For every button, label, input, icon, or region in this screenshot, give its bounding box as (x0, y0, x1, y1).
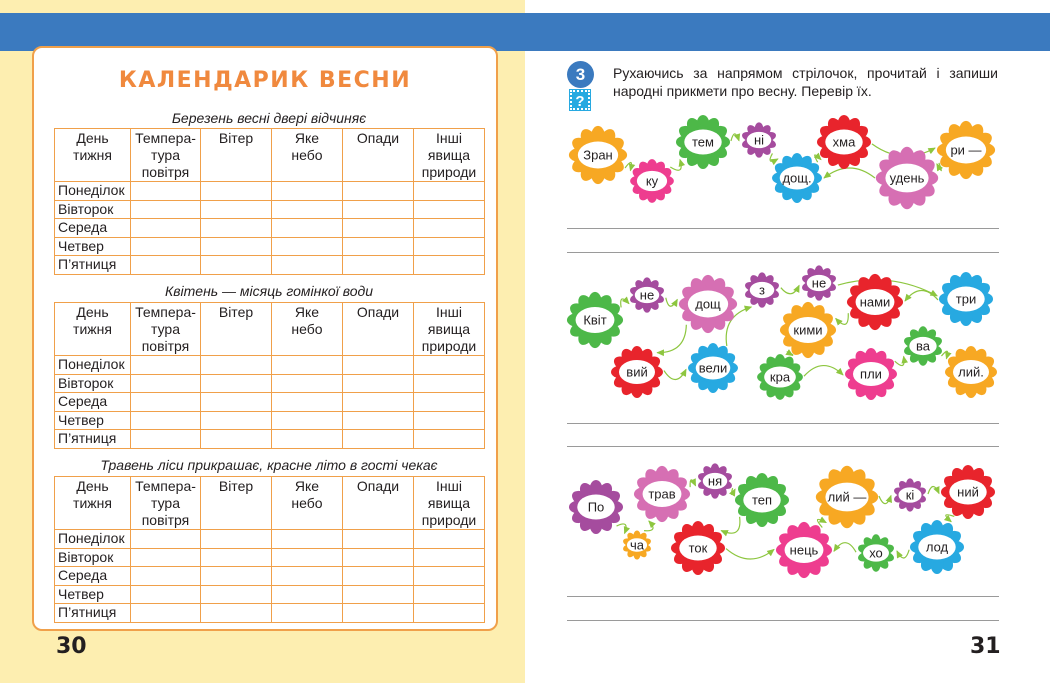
entry-cell[interactable] (201, 256, 272, 275)
entry-cell[interactable] (414, 200, 485, 219)
entry-cell[interactable] (272, 411, 343, 430)
calendar-table-march (54, 128, 485, 275)
table-row (55, 182, 485, 201)
flower-syllable-text: ток (688, 540, 708, 556)
table-row (55, 530, 485, 549)
arrow (897, 550, 909, 558)
arrow (726, 549, 774, 559)
flower-syllable-text: вий (626, 364, 648, 380)
day-label: П’ятниця (55, 430, 131, 449)
flower-syllable-text: трав (648, 486, 676, 502)
flower-puzzle-2 (567, 265, 997, 400)
column-header: Опади (343, 477, 414, 530)
entry-cell[interactable] (201, 356, 272, 375)
entry-cell[interactable] (272, 356, 343, 375)
flower-syllable-text: Квіт (583, 312, 607, 328)
entry-cell[interactable] (201, 237, 272, 256)
entry-cell[interactable] (131, 374, 201, 393)
day-label: Понеділок (55, 356, 131, 375)
column-header: Вітер (201, 129, 272, 182)
flower-syllable (876, 147, 938, 209)
flower-syllable-text: нець (789, 542, 819, 558)
entry-cell[interactable] (131, 219, 201, 238)
flower-syllable-text: По (587, 499, 605, 515)
column-header: Яке небо (272, 303, 343, 356)
entry-cell[interactable] (414, 530, 485, 549)
entry-cell[interactable] (201, 604, 272, 623)
entry-cell[interactable] (201, 430, 272, 449)
column-header: День тижня (55, 303, 131, 356)
flower-syllable-text: кра (769, 369, 791, 385)
entry-cell[interactable] (343, 356, 414, 375)
entry-cell[interactable] (343, 256, 414, 275)
flower-syllable (847, 274, 903, 330)
flower-syllable (629, 277, 665, 312)
entry-cell[interactable] (272, 182, 343, 201)
entry-cell[interactable] (201, 548, 272, 567)
section-title-may: Травень ліси прикрашає, красне літо в гості чекає (100, 457, 438, 473)
flower-syllable-text: кими (793, 322, 823, 338)
table-row (55, 585, 485, 604)
entry-cell[interactable] (414, 548, 485, 567)
flower-syllable-text: хо (869, 545, 883, 561)
flower-syllable-text: з (759, 282, 765, 298)
flower-syllable-text: ри — (950, 142, 982, 158)
writing-line[interactable] (567, 423, 999, 424)
entry-cell[interactable] (201, 182, 272, 201)
flower-syllable-text: ний (957, 484, 979, 500)
arrow (731, 488, 735, 494)
writing-line[interactable] (567, 228, 999, 229)
entry-cell[interactable] (131, 411, 201, 430)
arrow (879, 496, 891, 504)
entry-cell[interactable] (131, 567, 201, 586)
arrow (804, 366, 843, 377)
arrow (836, 313, 849, 324)
arrow (895, 356, 904, 365)
entry-cell[interactable] (414, 219, 485, 238)
entry-cell[interactable] (343, 567, 414, 586)
flower-syllable (697, 463, 733, 498)
task-instructions: Рухаючись за напрямом стрілочок, прочитай і запиши народні прикмети про весну. Перевір їх. (613, 65, 998, 99)
entry-cell[interactable] (343, 411, 414, 430)
flower-syllable-text: лий — (827, 489, 867, 505)
table-row (55, 200, 485, 219)
calendar-table-may (54, 476, 485, 623)
arrow (621, 299, 629, 308)
table-row (55, 430, 485, 449)
flower-syllable-text: ва (916, 338, 930, 354)
flower-syllable (688, 343, 738, 393)
entry-cell[interactable] (131, 548, 201, 567)
writing-line[interactable] (567, 446, 999, 447)
entry-cell[interactable] (343, 237, 414, 256)
arrow (657, 325, 686, 353)
flower-syllable (903, 326, 944, 366)
entry-cell[interactable] (131, 356, 201, 375)
arrow (644, 521, 653, 531)
entry-cell[interactable] (272, 585, 343, 604)
column-header: Вітер (201, 477, 272, 530)
calendar-card (32, 46, 498, 631)
flower-syllable (744, 272, 780, 307)
page-number: 30 (56, 634, 87, 659)
flower-syllable-text: теп (751, 492, 773, 508)
entry-cell[interactable] (343, 530, 414, 549)
entry-cell[interactable] (343, 182, 414, 201)
calendar-title: КАЛЕНДАРИК ВЕСНИ (118, 68, 412, 93)
arrow (666, 298, 678, 306)
table-row (55, 567, 485, 586)
entry-cell[interactable] (131, 237, 201, 256)
flower-syllable-text: ку (645, 173, 659, 189)
entry-cell[interactable] (131, 393, 201, 412)
entry-cell[interactable] (201, 567, 272, 586)
entry-cell[interactable] (414, 585, 485, 604)
flower-syllable (671, 521, 725, 575)
column-header: Яке небо (272, 129, 343, 182)
entry-cell[interactable] (272, 604, 343, 623)
flower-syllable-text: кі (905, 487, 915, 503)
arrow (690, 480, 695, 487)
table-header-row (55, 129, 485, 182)
entry-cell[interactable] (272, 219, 343, 238)
flower-syllable (801, 265, 837, 300)
entry-cell[interactable] (414, 256, 485, 275)
column-header: Інші явища природи (414, 477, 485, 530)
section-title-march: Березень весні двері відчиняє (171, 110, 367, 126)
column-header: Темпера- тура повітря (131, 477, 201, 530)
flower-syllable (611, 346, 663, 398)
flower-syllable-text: ча (629, 537, 645, 553)
entry-cell[interactable] (272, 393, 343, 412)
column-header: Темпера- тура повітря (131, 303, 201, 356)
entry-cell[interactable] (272, 548, 343, 567)
day-label: Понеділок (55, 182, 131, 201)
entry-cell[interactable] (343, 374, 414, 393)
entry-cell[interactable] (343, 393, 414, 412)
entry-cell[interactable] (414, 411, 485, 430)
arrow (731, 134, 739, 141)
entry-cell[interactable] (272, 567, 343, 586)
entry-cell[interactable] (201, 393, 272, 412)
writing-line[interactable] (567, 252, 999, 253)
column-header: День тижня (55, 477, 131, 530)
arrow (928, 487, 939, 495)
flower-syllable (630, 159, 674, 203)
column-header: Інші явища природи (414, 129, 485, 182)
entry-cell[interactable] (343, 604, 414, 623)
entry-cell[interactable] (414, 604, 485, 623)
day-label: Вівторок (55, 200, 131, 219)
flower-puzzle-3 (569, 463, 995, 578)
flower-puzzles (525, 0, 1050, 683)
day-label: Четвер (55, 585, 131, 604)
flower-syllable (567, 292, 623, 348)
entry-cell[interactable] (343, 219, 414, 238)
table-row (55, 548, 485, 567)
flower-syllable-text: хма (832, 134, 856, 150)
entry-cell[interactable] (414, 237, 485, 256)
entry-cell[interactable] (201, 200, 272, 219)
flower-syllable (816, 466, 878, 528)
task-number-badge: 3 (567, 61, 594, 88)
table-header-row (55, 477, 485, 530)
flower-syllable (941, 465, 995, 519)
table-header-row (55, 303, 485, 356)
flower-syllable (910, 520, 964, 574)
flower-syllable (893, 478, 927, 511)
flower-syllable-text: не (639, 287, 655, 303)
flower-syllable-text: пли (860, 366, 882, 382)
flower-syllable (845, 348, 897, 400)
entry-cell[interactable] (272, 256, 343, 275)
writing-line[interactable] (567, 620, 999, 621)
entry-cell[interactable] (272, 530, 343, 549)
arrow (770, 153, 778, 161)
column-header: Опади (343, 129, 414, 182)
day-label: Понеділок (55, 530, 131, 549)
entry-cell[interactable] (272, 430, 343, 449)
right-page (525, 0, 1050, 683)
entry-cell[interactable] (272, 237, 343, 256)
entry-cell[interactable] (343, 548, 414, 567)
flower-syllable (780, 302, 836, 358)
flower-syllable (772, 153, 822, 203)
flower-syllable (741, 122, 777, 157)
flower-syllable (776, 522, 832, 578)
entry-cell[interactable] (201, 530, 272, 549)
entry-cell[interactable] (201, 374, 272, 393)
day-label: Середа (55, 567, 131, 586)
table-row (55, 356, 485, 375)
arrow (670, 160, 681, 171)
arrow (905, 290, 938, 301)
entry-cell[interactable] (201, 585, 272, 604)
column-header: Опади (343, 303, 414, 356)
entry-cell[interactable] (201, 219, 272, 238)
table-row (55, 256, 485, 275)
arrow (664, 369, 686, 379)
entry-cell[interactable] (131, 604, 201, 623)
day-label: Середа (55, 219, 131, 238)
flower-syllable (676, 115, 730, 169)
entry-cell[interactable] (131, 182, 201, 201)
flower-syllable (857, 534, 895, 571)
writing-line[interactable] (567, 596, 999, 597)
table-row (55, 374, 485, 393)
day-label: Четвер (55, 411, 131, 430)
entry-cell[interactable] (343, 200, 414, 219)
arrow (824, 168, 875, 178)
flower-syllable-text: удень (889, 170, 925, 186)
entry-cell[interactable] (414, 567, 485, 586)
column-header: День тижня (55, 129, 131, 182)
entry-cell[interactable] (414, 356, 485, 375)
flower-syllable-text: три (955, 291, 977, 307)
entry-cell[interactable] (272, 200, 343, 219)
column-header: Темпера- тура повітря (131, 129, 201, 182)
entry-cell[interactable] (131, 256, 201, 275)
flower-puzzle-1 (569, 115, 995, 209)
flower-syllable-text: тем (692, 134, 714, 150)
arrow (617, 524, 627, 534)
flower-syllable-text: ні (753, 132, 765, 148)
question-icon: ? (570, 90, 590, 110)
flower-syllable-text: лод (925, 539, 949, 555)
flower-syllable (817, 115, 871, 169)
arrow (941, 351, 947, 358)
entry-cell[interactable] (272, 374, 343, 393)
flower-syllable-text: дощ. (782, 170, 812, 186)
entry-cell[interactable] (343, 430, 414, 449)
arrow (625, 162, 631, 170)
column-header: Вітер (201, 303, 272, 356)
flower-syllable-text: Зран (583, 147, 613, 163)
flower-syllable (634, 466, 690, 522)
flower-syllable-text: нами (859, 294, 891, 310)
entry-cell[interactable] (414, 374, 485, 393)
day-label: П’ятниця (55, 604, 131, 623)
entry-cell[interactable] (131, 585, 201, 604)
arrow (815, 155, 821, 162)
arrow (721, 517, 740, 533)
arrow (781, 285, 799, 293)
flower-syllable (757, 354, 803, 400)
table-row (55, 393, 485, 412)
table-row (55, 219, 485, 238)
entry-cell[interactable] (343, 585, 414, 604)
day-label: П’ятниця (55, 256, 131, 275)
table-row (55, 237, 485, 256)
day-label: Вівторок (55, 548, 131, 567)
flower-syllable-text: дощ (695, 296, 721, 312)
flower-syllable (945, 346, 997, 398)
entry-cell[interactable] (131, 200, 201, 219)
arrow (946, 515, 954, 522)
flower-syllable (569, 126, 627, 184)
entry-cell[interactable] (414, 430, 485, 449)
table-row (55, 604, 485, 623)
entry-cell[interactable] (131, 430, 201, 449)
entry-cell[interactable] (414, 182, 485, 201)
flower-syllable-text: ня (707, 473, 723, 489)
flower-syllable (569, 480, 623, 534)
column-header: Яке небо (272, 477, 343, 530)
table-row (55, 411, 485, 430)
flower-syllable-text: не (811, 275, 827, 291)
calendar-table-april (54, 302, 485, 449)
column-header: Інші явища природи (414, 303, 485, 356)
entry-cell[interactable] (201, 411, 272, 430)
day-label: Середа (55, 393, 131, 412)
flower-syllable-text: лий. (958, 364, 984, 380)
entry-cell[interactable] (131, 530, 201, 549)
flower-syllable (735, 473, 789, 527)
flower-syllable (939, 272, 993, 326)
day-label: Четвер (55, 237, 131, 256)
page-number: 31 (970, 634, 1001, 659)
section-title-april: Квітень — місяць гомінкої води (164, 283, 374, 299)
day-label: Вівторок (55, 374, 131, 393)
flower-syllable (937, 121, 995, 179)
flower-syllable-text: вели (698, 360, 728, 376)
arrow (834, 543, 856, 552)
entry-cell[interactable] (414, 393, 485, 412)
flower-syllable (622, 530, 652, 559)
